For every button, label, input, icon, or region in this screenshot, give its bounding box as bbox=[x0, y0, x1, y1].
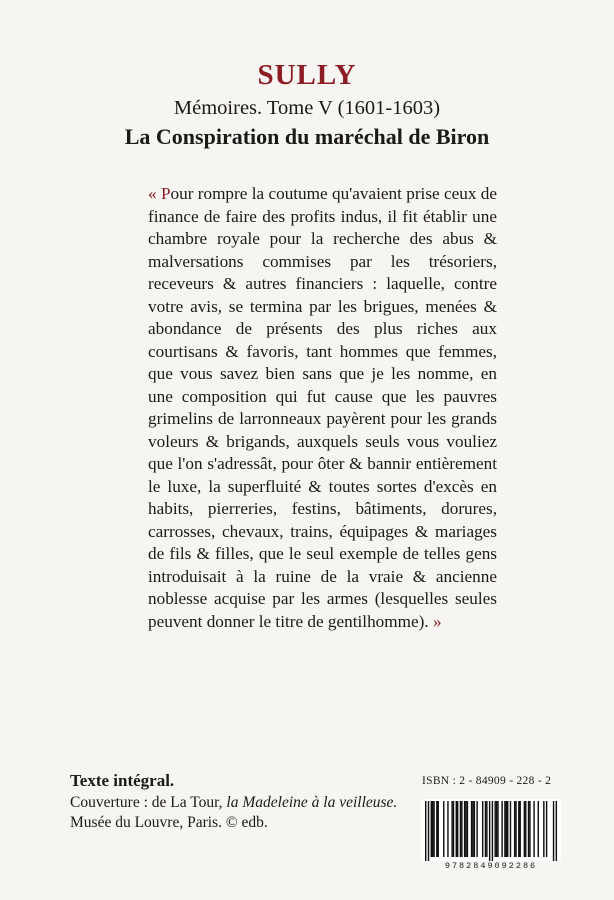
barcode-bar bbox=[506, 801, 507, 857]
barcode-bar bbox=[538, 801, 539, 857]
barcode-bar bbox=[464, 801, 465, 857]
barcode-bar bbox=[432, 801, 433, 857]
blurb-quote bbox=[148, 183, 497, 633]
quote-body: our rompre la coutume qu'avaient prise ceux de finance de faire des profits indus, il fit établir une chambre royale pour la recherche des abus & malversations commises par les trésoriers, receveurs & autres financiers : laquelle, contre votre avis, se termina par les brigues, menées & abondance de présents des plus riches aux courtisans & favoris, tant hommes que femmes, que vous savez bien sans que je les nomme, en une composition qui fut cause que les pauvres grimelins de larronneaux payèrent pour les grands voleurs & brigands, auxquels seuls vous vouliez que l'on s'adressât, pour ôter & bannir entièrement le luxe, la superfluité & toutes sortes d'excès en habits, pierreries, festins, bâtiments, dorures, carrosses, chevaux, trains, équipages & mariages de fils & filles, que le seul exemple de telles gens introduisait à la ruine de la vraie & ancienne noblesse acquise par les armes (lesquelles seules peuvent donner le titre de gentilhomme). bbox=[148, 184, 497, 631]
barcode-bar bbox=[471, 801, 472, 857]
barcode-bar bbox=[476, 801, 477, 857]
barcode-bar bbox=[494, 801, 495, 857]
volume-subtitle: Mémoires. Tome V (1601-1603) bbox=[173, 97, 441, 119]
cover-credit bbox=[70, 793, 397, 813]
barcode-bar bbox=[533, 801, 534, 857]
barcode-bar bbox=[492, 801, 493, 861]
barcode-bar bbox=[504, 801, 505, 857]
barcode-bar bbox=[431, 801, 432, 857]
barcode-bar bbox=[515, 801, 516, 857]
barcode-bar bbox=[519, 801, 520, 857]
barcode-bar bbox=[456, 801, 457, 857]
barcode-bar bbox=[482, 801, 483, 857]
barcode-bar bbox=[457, 801, 458, 857]
barcode-bar bbox=[501, 801, 502, 857]
author-name: SULLY bbox=[257, 59, 357, 91]
barcode-bar bbox=[528, 801, 529, 857]
barcode-bar bbox=[433, 801, 434, 857]
barcode-digits: 9782849092286 bbox=[444, 861, 538, 871]
barcode-bar bbox=[556, 801, 557, 861]
isbn-barcode bbox=[421, 799, 561, 861]
barcode-bar bbox=[438, 801, 439, 857]
barcode-bar bbox=[472, 801, 473, 857]
barcode-bar bbox=[460, 801, 461, 857]
barcode-bar bbox=[546, 801, 547, 857]
quote-first-letter: P bbox=[160, 184, 171, 203]
barcode-bar bbox=[465, 801, 466, 857]
barcode-bar bbox=[436, 801, 437, 857]
full-text-label: Texte intégral. bbox=[70, 771, 175, 790]
barcode-bar bbox=[467, 801, 468, 857]
barcode-bar bbox=[510, 801, 511, 857]
barcode-bar bbox=[428, 801, 429, 861]
barcode-bar bbox=[514, 801, 515, 857]
barcode-bar bbox=[553, 801, 554, 861]
barcode-bar bbox=[524, 801, 525, 857]
barcode-bar bbox=[443, 801, 444, 857]
barcode-bar bbox=[525, 801, 526, 857]
book-title: La Conspiration du maréchal de Biron bbox=[124, 124, 490, 149]
barcode-bar bbox=[543, 801, 544, 857]
barcode-bar bbox=[451, 801, 452, 857]
museum-credit: Musée du Louvre, Paris. © edb. bbox=[70, 814, 268, 831]
cover-header bbox=[0, 58, 614, 151]
barcode-bar bbox=[518, 801, 519, 857]
barcode-bar bbox=[529, 801, 530, 857]
barcode-bar bbox=[496, 801, 497, 857]
barcode-graphic bbox=[421, 799, 561, 861]
barcode-bar bbox=[425, 801, 426, 861]
barcode-bar bbox=[474, 801, 475, 857]
isbn-label: ISBN : 2 - 84909 - 228 - 2 bbox=[422, 775, 552, 787]
closing-guillemet: » bbox=[428, 611, 442, 631]
barcode-bar bbox=[507, 801, 508, 857]
barcode-bar bbox=[497, 801, 498, 857]
barcode-bar bbox=[461, 801, 462, 857]
barcode-bar bbox=[453, 801, 454, 857]
barcode-bar bbox=[447, 801, 448, 857]
barcode-bar bbox=[485, 801, 486, 857]
edition-notes bbox=[70, 769, 397, 833]
cover-credit-prefix: Couverture : de La Tour, bbox=[70, 794, 227, 811]
opening-guillemet: « bbox=[148, 184, 161, 203]
barcode-bar bbox=[486, 801, 487, 857]
barcode-bar bbox=[489, 801, 490, 861]
cover-artwork-title: la Madeleine à la veilleuse. bbox=[226, 794, 398, 811]
